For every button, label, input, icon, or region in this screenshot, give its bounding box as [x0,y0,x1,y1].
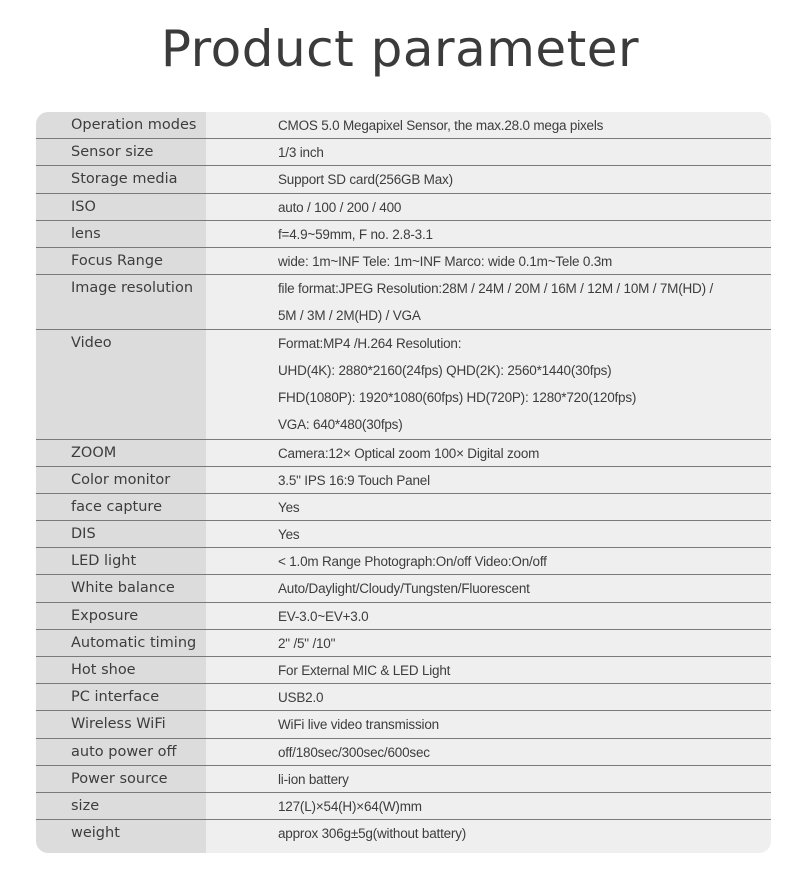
table-row [36,521,771,548]
table-row [36,711,771,738]
table-row [36,739,771,766]
table-row [36,603,771,630]
parameter-value [278,603,758,630]
parameter-value [278,330,758,438]
parameter-value-line: < 1.0m Range Photograph:On/off Video:On/off [278,554,547,570]
parameter-value [278,467,758,494]
parameter-value [278,657,758,684]
parameter-value [278,521,758,548]
parameter-value-line: f=4.9~59mm, F no. 2.8-3.1 [278,226,433,242]
parameter-value [278,575,758,602]
parameter-value [278,248,758,275]
parameter-label: ISO [71,198,96,215]
parameter-label: Storage media [71,171,178,188]
parameter-value [278,275,758,329]
parameter-label: Automatic timing [71,634,197,651]
table-row [36,467,771,494]
parameter-value-line: off/180sec/300sec/600sec [278,744,430,760]
parameter-value-line: WiFi live video transmission [278,717,439,733]
table-row [36,766,771,793]
parameter-value [278,793,758,820]
parameter-value [278,739,758,766]
parameter-label: Color monitor [71,471,171,488]
table-row [36,221,771,248]
parameter-value-line: Yes [278,527,300,543]
parameter-value [278,820,758,847]
parameter-value [278,548,758,575]
parameter-value-line: 2" /5" /10" [278,635,336,651]
parameter-value-line: 1/3 inch [278,145,324,161]
parameter-value [278,711,758,738]
parameter-rows [36,112,771,847]
table-row [36,657,771,684]
parameter-value-line: Format:MP4 /H.264 Resolution: [278,336,462,352]
table-row [36,139,771,166]
parameter-value-line: VGA: 640*480(30fps) [278,417,403,433]
parameter-label: Video [71,335,112,352]
parameter-value-line: FHD(1080P): 1920*1080(60fps) HD(720P): 1280*720(120fps) [278,390,637,406]
parameter-label: Exposure [71,607,139,624]
parameter-value [278,440,758,467]
parameter-label: Sensor size [71,144,154,161]
parameter-label: Focus Range [71,252,163,269]
parameter-value-line: EV-3.0~EV+3.0 [278,608,369,624]
parameter-label: Power source [71,770,168,787]
parameter-label: lens [71,225,101,242]
parameter-value-line: Support SD card(256GB Max) [278,172,453,188]
parameter-value-line: 3.5" IPS 16:9 Touch Panel [278,472,430,488]
table-row [36,275,771,330]
parameter-value-line: auto / 100 / 200 / 400 [278,199,402,215]
parameter-label: auto power off [71,743,177,760]
parameter-label: face capture [71,498,162,515]
table-row [36,548,771,575]
parameter-value [278,630,758,657]
parameter-value-line: wide: 1m~INF Tele: 1m~INF Marco: wide 0.1m~Tele 0.3m [278,253,613,269]
parameter-label: Hot shoe [71,662,136,679]
parameter-table [36,112,771,853]
table-row [36,793,771,820]
table-row [36,248,771,275]
table-row [36,494,771,521]
parameter-value-line: For External MIC & LED Light [278,663,451,679]
parameter-value [278,494,758,521]
table-row [36,820,771,847]
parameter-value [278,166,758,193]
parameter-value-line: approx 306g±5g(without battery) [278,826,467,842]
parameter-value-line: Camera:12× Optical zoom 100× Digital zoom [278,445,540,461]
table-row [36,684,771,711]
table-row [36,575,771,602]
parameter-label: White balance [71,580,175,597]
parameter-value-line: Yes [278,499,300,515]
parameter-value-line: UHD(4K): 2880*2160(24fps) QHD(2K): 2560*1440(30fps) [278,363,612,379]
table-row [36,166,771,193]
parameter-value-line: 127(L)×54(H)×64(W)mm [278,798,422,814]
table-row [36,112,771,139]
parameter-value [278,684,758,711]
parameter-value-line: USB2.0 [278,690,324,706]
parameter-label: weight [71,825,120,842]
parameter-label: Image resolution [71,280,194,297]
parameter-label: Operation modes [71,117,197,133]
parameter-value [278,139,758,166]
parameter-value-line: CMOS 5.0 Megapixel Sensor, the max.28.0 mega pixels [278,118,604,133]
parameter-value [278,112,758,139]
parameter-value [278,221,758,248]
parameter-value-line: file format:JPEG Resolution:28M / 24M / 20M / 16M / 12M / 10M / 7M(HD) / [278,281,713,297]
parameter-value [278,766,758,793]
parameter-label: PC interface [71,689,160,706]
parameter-label: ZOOM [71,444,117,461]
parameter-value-line: li-ion battery [278,771,349,787]
parameter-value [278,194,758,221]
parameter-value-line: 5M / 3M / 2M(HD) / VGA [278,308,421,324]
table-row [36,330,771,439]
parameter-value-line: Auto/Daylight/Cloudy/Tungsten/Fluorescent [278,581,530,597]
parameter-label: size [71,797,100,814]
parameter-label: LED light [71,553,137,570]
parameter-label: Wireless WiFi [71,716,166,733]
table-row [36,630,771,657]
table-row [36,440,771,467]
page-title: Product parameter [160,20,640,78]
table-row [36,194,771,221]
parameter-label: DIS [71,526,96,543]
